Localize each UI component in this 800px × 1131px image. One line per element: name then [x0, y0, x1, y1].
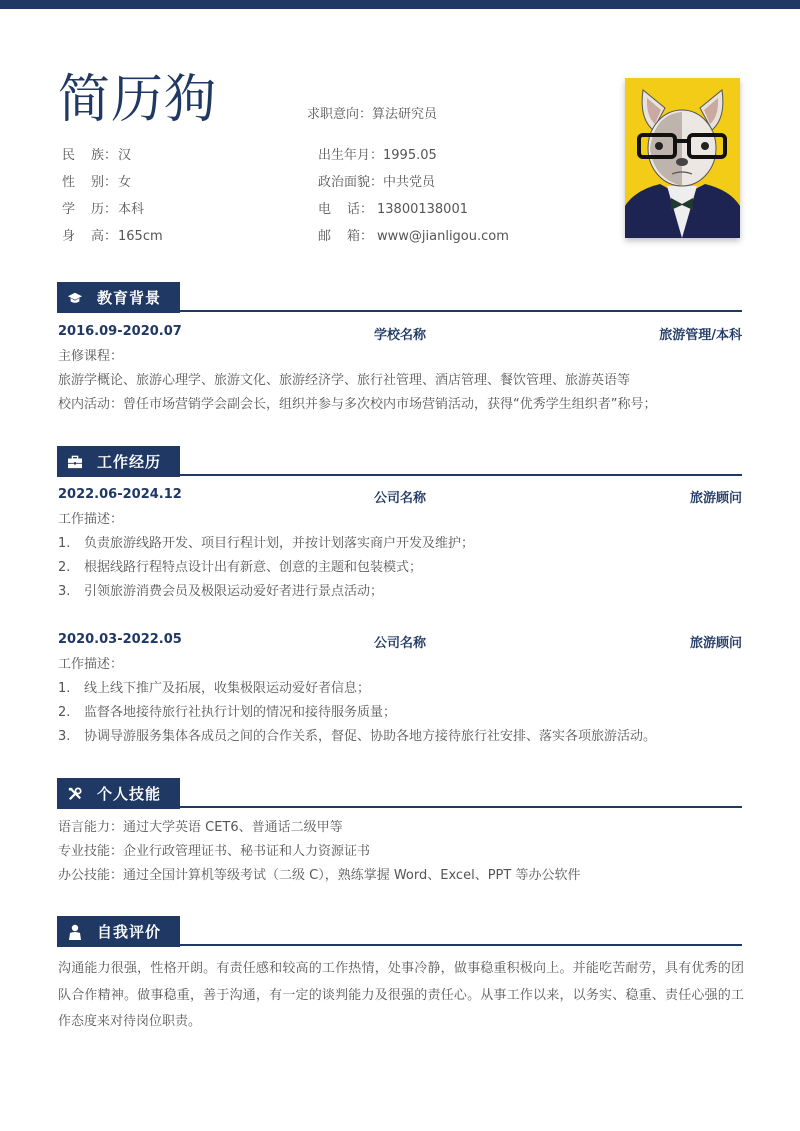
work-desc-label: 工作描述： — [58, 512, 124, 527]
info-value: 本科 — [118, 202, 145, 217]
info-value: 中共党员 — [383, 175, 436, 190]
info-row-height — [62, 223, 163, 250]
list-number: 1. — [58, 536, 71, 551]
section-title-box — [57, 778, 180, 809]
info-label: 民 — [62, 148, 76, 163]
education-entry-header — [58, 324, 742, 344]
personal-info-right — [318, 142, 509, 250]
info-value: 女 — [118, 175, 132, 190]
info-value: 13800138001 — [377, 202, 468, 217]
info-row-gender — [62, 169, 163, 196]
skill-item: 语言能力：通过大学英语 CET6、普通话二级甲等 — [58, 820, 343, 835]
bulldog-portrait-icon — [625, 78, 740, 238]
section-title: 自我评价 — [97, 923, 162, 941]
info-label: 别： — [91, 175, 118, 190]
info-label: 性 — [62, 175, 76, 190]
work-desc-label: 工作描述： — [58, 657, 124, 672]
skill-item: 办公技能：通过全国计算机等级考试（二级 C），熟练掌握 Word、Excel、PPT 等办公软件 — [58, 868, 581, 883]
list-text: 根据线路行程特点设计出有新意、创意的主题和包装模式； — [84, 560, 423, 575]
list-number: 3. — [58, 584, 71, 599]
profile-photo — [625, 78, 740, 238]
info-row-ethnicity — [62, 142, 163, 169]
list-item — [58, 580, 748, 604]
user-icon — [68, 925, 82, 939]
campus-activities: 校内活动：曾任市场营销学会副会长，组织并参与多次校内市场营销活动，获得“优秀学生组织者”称号； — [58, 397, 657, 412]
personal-info-left — [62, 142, 163, 250]
info-label: 政治面貌： — [318, 175, 384, 190]
skill-item: 专业技能：企业行政管理证书、秘书证和人力资源证书 — [58, 844, 371, 859]
list-text: 引领旅游消费会员及极限运动爱好者进行景点活动； — [84, 584, 384, 599]
work-details — [58, 508, 748, 604]
info-label: 族： — [91, 148, 118, 163]
list-item — [58, 725, 748, 749]
list-text: 协调导游服务集体各成员之间的合作关系，督促、协助各地方接待旅行社安排、落实各项旅游活动。 — [84, 729, 657, 744]
education-period: 2016.09-2020.07 — [58, 324, 182, 339]
skills-list — [58, 816, 748, 888]
candidate-name: 简历狗 — [58, 70, 218, 130]
list-item — [58, 532, 748, 556]
section-title-box — [57, 282, 180, 313]
list-item — [58, 701, 748, 725]
section-header-education — [57, 282, 742, 313]
list-number: 2. — [58, 705, 71, 720]
major-degree: 旅游管理/本科 — [659, 328, 742, 343]
info-value: www@jianligou.com — [377, 229, 509, 244]
school-name: 学校名称 — [373, 328, 426, 343]
courses-list: 旅游学概论、旅游心理学、旅游文化、旅游经济学、旅行社管理、酒店管理、餐饮管理、旅游英语等 — [58, 373, 631, 388]
job-intent-label: 求职意向： — [307, 107, 373, 122]
self-eval-text: 沟通能力很强，性格开朗。有责任感和较高的工作热情，处事冷静，做事稳重积极向上。并能吃苦耐劳，具有优秀的团队合作精神。做事稳重，善于沟通，有一定的谈判能力及很强的责任心。从事工作以来，以务实、稳重、责任心强的工作态度来对待岗位职责。 — [58, 961, 744, 1029]
info-label: 邮 — [318, 229, 332, 244]
job-position: 旅游顾问 — [689, 636, 742, 651]
section-title-box — [57, 446, 180, 477]
list-text: 线上线下推广及拓展，收集极限运动爱好者信息； — [84, 681, 371, 696]
job-intent — [307, 103, 437, 122]
work-entry-header — [58, 632, 742, 652]
section-header-work — [57, 446, 742, 477]
info-label: 电 — [318, 202, 332, 217]
list-item — [58, 677, 748, 701]
section-title: 工作经历 — [97, 453, 162, 471]
info-row-politics — [318, 169, 509, 196]
graduation-cap-icon — [68, 291, 82, 305]
work-details — [58, 653, 748, 749]
top-accent-bar — [0, 0, 800, 9]
info-label: 出生年月： — [318, 148, 384, 163]
section-divider — [180, 474, 742, 476]
section-title: 个人技能 — [97, 785, 162, 803]
info-label: 学 — [62, 202, 76, 217]
info-value: 165cm — [118, 229, 163, 244]
section-header-self-eval — [57, 916, 742, 947]
info-value: 1995.05 — [383, 148, 437, 163]
info-label: 高： — [91, 229, 118, 244]
info-row-phone — [318, 196, 509, 223]
job-position: 旅游顾问 — [689, 491, 742, 506]
info-label: 身 — [62, 229, 76, 244]
info-row-education — [62, 196, 163, 223]
section-title-box — [57, 916, 180, 947]
info-row-email — [318, 223, 509, 250]
list-text: 负责旅游线路开发、项目行程计划，并按计划落实商户开发及维护； — [84, 536, 475, 551]
section-divider — [180, 944, 742, 946]
work-period: 2022.06-2024.12 — [58, 487, 182, 502]
list-number: 1. — [58, 681, 71, 696]
section-divider — [180, 806, 742, 808]
education-details — [58, 345, 748, 417]
courses-label: 主修课程： — [58, 349, 124, 364]
tools-icon — [68, 787, 82, 801]
section-header-skills — [57, 778, 742, 809]
list-number: 2. — [58, 560, 71, 575]
info-label: 历： — [91, 202, 118, 217]
list-number: 3. — [58, 729, 71, 744]
job-intent-value: 算法研究员 — [372, 107, 438, 122]
company-name: 公司名称 — [373, 636, 426, 651]
list-text: 监督各地接待旅行社执行计划的情况和接待服务质量； — [84, 705, 397, 720]
info-label: 箱： — [347, 229, 374, 244]
work-entry-header — [58, 487, 742, 507]
section-divider — [180, 310, 742, 312]
company-name: 公司名称 — [373, 491, 426, 506]
work-period: 2020.03-2022.05 — [58, 632, 182, 647]
list-item — [58, 556, 748, 580]
info-value: 汉 — [118, 148, 132, 163]
section-title: 教育背景 — [97, 289, 162, 307]
briefcase-icon — [68, 455, 82, 469]
info-row-birth — [318, 142, 509, 169]
info-label: 话： — [347, 202, 374, 217]
